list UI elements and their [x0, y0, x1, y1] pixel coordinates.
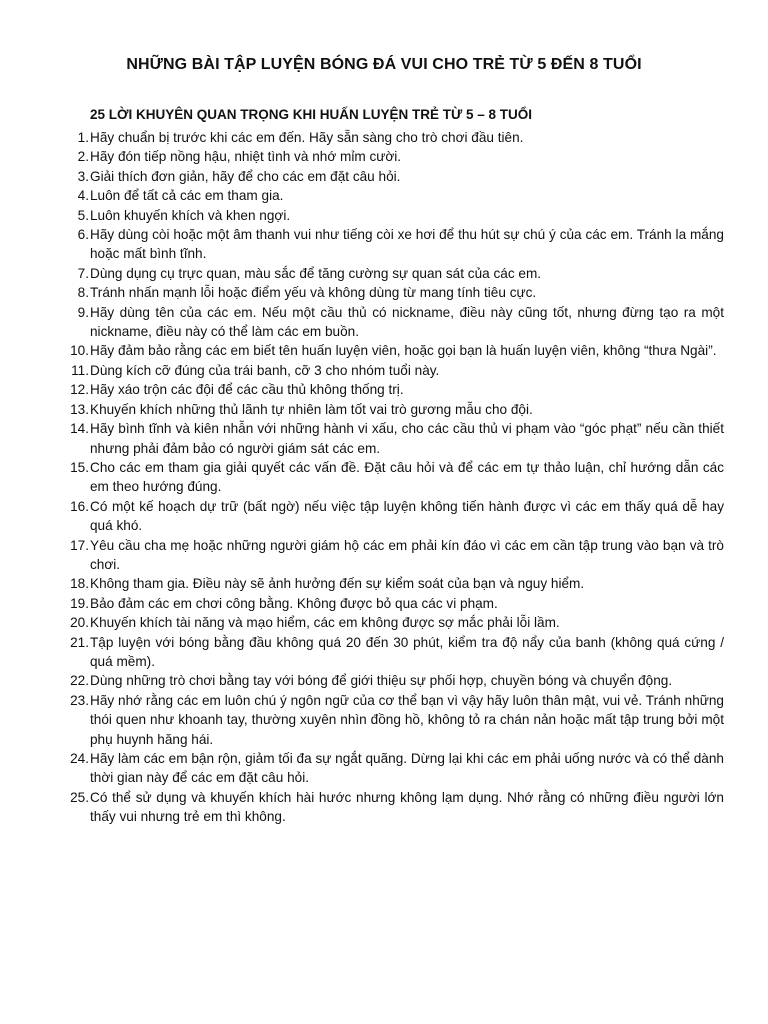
list-item: [56, 341, 724, 360]
list-item-number: 17.: [70, 537, 89, 553]
list-item-text: Luôn khuyến khích và khen ngợi.: [90, 207, 291, 223]
list-item-text: Yêu cầu cha mẹ hoặc những người giám hộ các em phải kín đáo vì các em cần tập trung vào bạn và trò chơi.: [90, 537, 724, 572]
list-item-text: Dùng kích cỡ đúng của trái banh, cỡ 3 cho nhóm tuổi này.: [90, 362, 440, 378]
list-item-number: 1.: [77, 130, 89, 145]
list-item-text: Hãy chuẩn bị trước khi các em đến. Hãy sẵn sàng cho trò chơi đầu tiên.: [90, 130, 524, 145]
list-item-number: 6.: [77, 227, 89, 243]
list-item: [56, 283, 724, 302]
list-item: [56, 303, 724, 342]
list-item-text: Cho các em tham gia giải quyết các vấn đề. Đặt câu hỏi và để các em tự thảo luận, chỉ hướng dẫn các em theo hướng đúng.: [90, 459, 724, 495]
list-item-number: 3.: [77, 168, 89, 184]
list-item-number: 16.: [70, 498, 89, 514]
list-item-text: Hãy đảm bảo rằng các em biết tên huấn luyện viên, hoặc gọi bạn là huấn luyện viên, không “thưa Ngài”.: [90, 343, 717, 359]
list-item: [56, 749, 724, 788]
list-item-number: 13.: [70, 401, 89, 417]
list-item-number: 23.: [70, 692, 89, 708]
list-item: [56, 594, 724, 613]
list-item: [56, 613, 724, 632]
list-item-number: 8.: [77, 285, 89, 301]
list-item: [56, 167, 724, 186]
list-item-number: 24.: [70, 751, 89, 766]
list-item: [56, 497, 724, 536]
list-item-number: 4.: [77, 188, 89, 204]
list-item-text: Hãy dùng tên của các em. Nếu một cầu thủ có nickname, điều này cũng tốt, nhưng đừng tạo ra một nickname, điều này có thể làm các em buồn.: [90, 304, 724, 340]
list-item: [56, 671, 724, 690]
list-item-text: Hãy bình tĩnh và kiên nhẫn với những hành vi xấu, cho các cầu thủ vi phạm vào “góc phạt” nếu cần thiết nhưng phải đảm bảo có người giám sát các em.: [90, 421, 724, 456]
list-item-text: Hãy làm các em bận rộn, giảm tối đa sự ngắt quãng. Dừng lại khi các em phải uống nước và có thể dành thời gian này để các em đặt câu hỏi.: [90, 751, 724, 786]
list-item: [56, 186, 724, 205]
list-item-text: Giải thích đơn giản, hãy để cho các em đặt câu hỏi.: [90, 168, 401, 184]
section-heading: 25 LỜI KHUYÊN QUAN TRỌNG KHI HUẤN LUYỆN TRẺ TỪ 5 – 8 TUỔI: [90, 107, 533, 122]
list-item-text: Hãy dùng còi hoặc một âm thanh vui như tiếng còi xe hơi để thu hút sự chú ý của các em. Tránh la mắng hoặc mất bình tĩnh.: [90, 227, 724, 262]
list-item-number: 21.: [70, 634, 89, 650]
list-item-number: 10.: [70, 343, 89, 359]
list-item-text: Không tham gia. Điều này sẽ ảnh hưởng đến sự kiểm soát của bạn và nguy hiểm.: [90, 576, 585, 592]
list-item: [56, 147, 724, 166]
list-item-text: Có thể sử dụng và khuyến khích hài hước nhưng không lạm dụng. Nhớ rằng có những điều người lớn thấy vui nhưng trẻ em thì không.: [90, 789, 724, 825]
list-item-text: Khuyến khích tài năng và mạo hiểm, các em không được sợ mắc phải lỗi lầm.: [90, 615, 560, 631]
list-item: [56, 574, 724, 593]
list-item-text: Tập luyện với bóng bằng đầu không quá 20 đến 30 phút, kiểm tra độ nẩy của banh (không quá cứng / quá mềm).: [90, 634, 724, 669]
list-item-text: Có một kế hoạch dự trữ (bất ngờ) nếu việc tập luyện không tiến hành được vì các em thấy quá dễ hay quá khó.: [90, 498, 724, 534]
list-item-text: Bảo đảm các em chơi công bằng. Không được bỏ qua các vi phạm.: [90, 595, 498, 611]
list-item: [56, 419, 724, 458]
list-item-number: 9.: [77, 304, 89, 320]
list-item-number: 12.: [70, 382, 89, 398]
list-item-number: 5.: [77, 207, 89, 223]
document-title: NHỮNG BÀI TẬP LUYỆN BÓNG ĐÁ VUI CHO TRẺ TỪ 5 ĐẾN 8 TUỔI: [126, 56, 642, 73]
list-item-number: 18.: [70, 576, 89, 592]
list-item-number: 20.: [70, 615, 89, 631]
list-item-text: Luôn để tất cả các em tham gia.: [90, 188, 284, 204]
list-item-text: Hãy nhớ rằng các em luôn chú ý ngôn ngữ của cơ thể bạn vì vậy hãy luôn thân mật, vui vẻ. Tránh những thói quen như khoanh tay, thường xuyên nhìn đồng hồ, không tỏ ra chán nản hoặc mất tập trung bởi một phụ huynh hăng hái.: [90, 692, 724, 747]
list-item: [56, 400, 724, 419]
list-item: [56, 128, 724, 147]
list-item-text: Dùng những trò chơi bằng tay với bóng để giới thiệu sự phối hợp, chuyền bóng và chuyển động.: [90, 673, 673, 689]
list-item-number: 2.: [77, 149, 89, 165]
list-item: [56, 264, 724, 283]
list-item-number: 7.: [77, 265, 89, 281]
list-item-number: 14.: [70, 421, 89, 437]
list-item: [56, 361, 724, 380]
list-item: [56, 633, 724, 672]
list-item: [56, 380, 724, 399]
list-item-number: 22.: [70, 673, 89, 689]
list-item-text: Dùng dụng cụ trực quan, màu sắc để tăng cường sự quan sát của các em.: [90, 265, 542, 281]
list-item: [56, 536, 724, 575]
list-item-text: Hãy xáo trộn các đội để các cầu thủ không thống trị.: [90, 382, 404, 398]
list-item: [56, 691, 724, 749]
list-item: [56, 788, 724, 827]
list-item-text: Hãy đón tiếp nồng hậu, nhiệt tình và nhớ mỉm cười.: [90, 149, 402, 165]
tips-list: [56, 128, 724, 827]
list-item: [56, 206, 724, 225]
list-item: [56, 225, 724, 264]
list-item-text: Khuyến khích những thủ lãnh tự nhiên làm tốt vai trò gương mẫu cho đội.: [90, 401, 533, 417]
list-item-number: 11.: [71, 362, 89, 378]
list-item-number: 15.: [70, 459, 89, 475]
list-item-number: 25.: [70, 789, 89, 805]
list-item-number: 19.: [70, 595, 89, 611]
list-item-text: Tránh nhấn mạnh lỗi hoặc điểm yếu và không dùng từ mang tính tiêu cực.: [90, 285, 537, 301]
list-item: [56, 458, 724, 497]
